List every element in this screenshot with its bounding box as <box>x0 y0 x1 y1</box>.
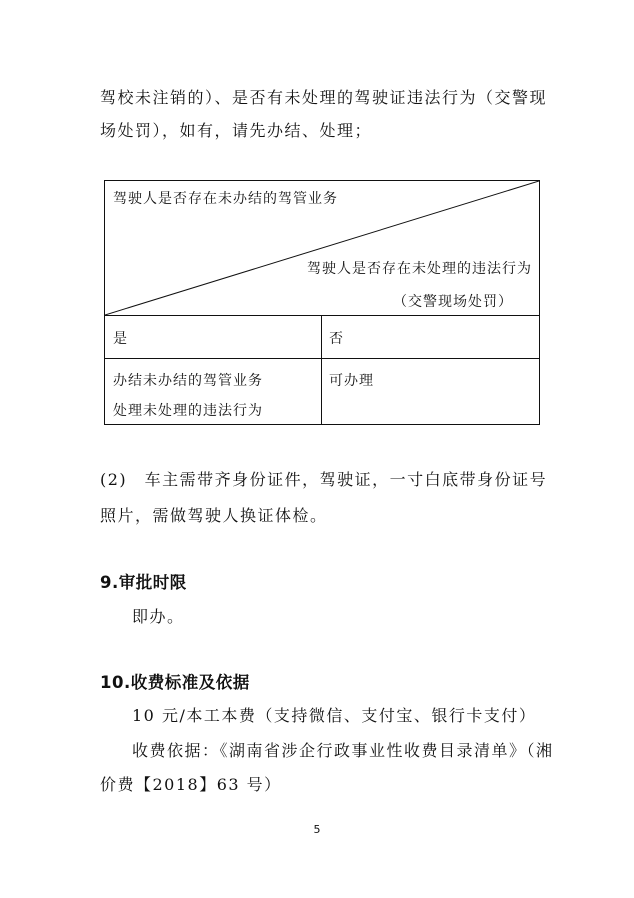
table-header-bottom-right: 驾驶人是否存在未处理的违法行为 <box>307 261 532 277</box>
section-body: 10 元/本工本费（支持微信、支付宝、银行卡支付） <box>132 706 537 725</box>
paragraph-line: 驾校未注销的）、是否有未处理的驾驶证违法行为（交警现 <box>100 88 548 107</box>
section-body: 即办。 <box>132 607 185 626</box>
table-yes-action: 办结未办结的驾管业务 <box>113 373 263 389</box>
page-number: 5 <box>313 823 321 836</box>
row-divider <box>105 358 539 359</box>
column-divider <box>321 315 322 424</box>
section-body: 价费【2018】63 号） <box>100 775 282 794</box>
section-body: 收费依据：《湖南省涉企行政事业性收费目录清单》（湘 <box>132 741 554 760</box>
row-divider <box>105 315 539 316</box>
section-heading: 9.审批时限 <box>100 573 187 592</box>
table-yes-action: 处理未处理的违法行为 <box>113 403 263 419</box>
section-heading: 10.收费标准及依据 <box>100 673 250 692</box>
table-header-bottom-right-note: （交警现场处罚） <box>393 294 513 310</box>
decision-table <box>104 180 540 425</box>
note-line: (2) 车主需带齐身份证件，驾驶证，一寸白底带身份证号 <box>100 470 548 489</box>
table-no-action: 可办理 <box>329 373 374 389</box>
table-col-no: 否 <box>329 331 344 347</box>
paragraph-line: 场处罚），如有，请先办结、处理； <box>100 121 373 140</box>
table-col-yes: 是 <box>113 331 128 347</box>
table-header-top-left: 驾驶人是否存在未办结的驾管业务 <box>113 191 338 207</box>
note-line: 照片，需做驾驶人换证体检。 <box>100 506 328 525</box>
